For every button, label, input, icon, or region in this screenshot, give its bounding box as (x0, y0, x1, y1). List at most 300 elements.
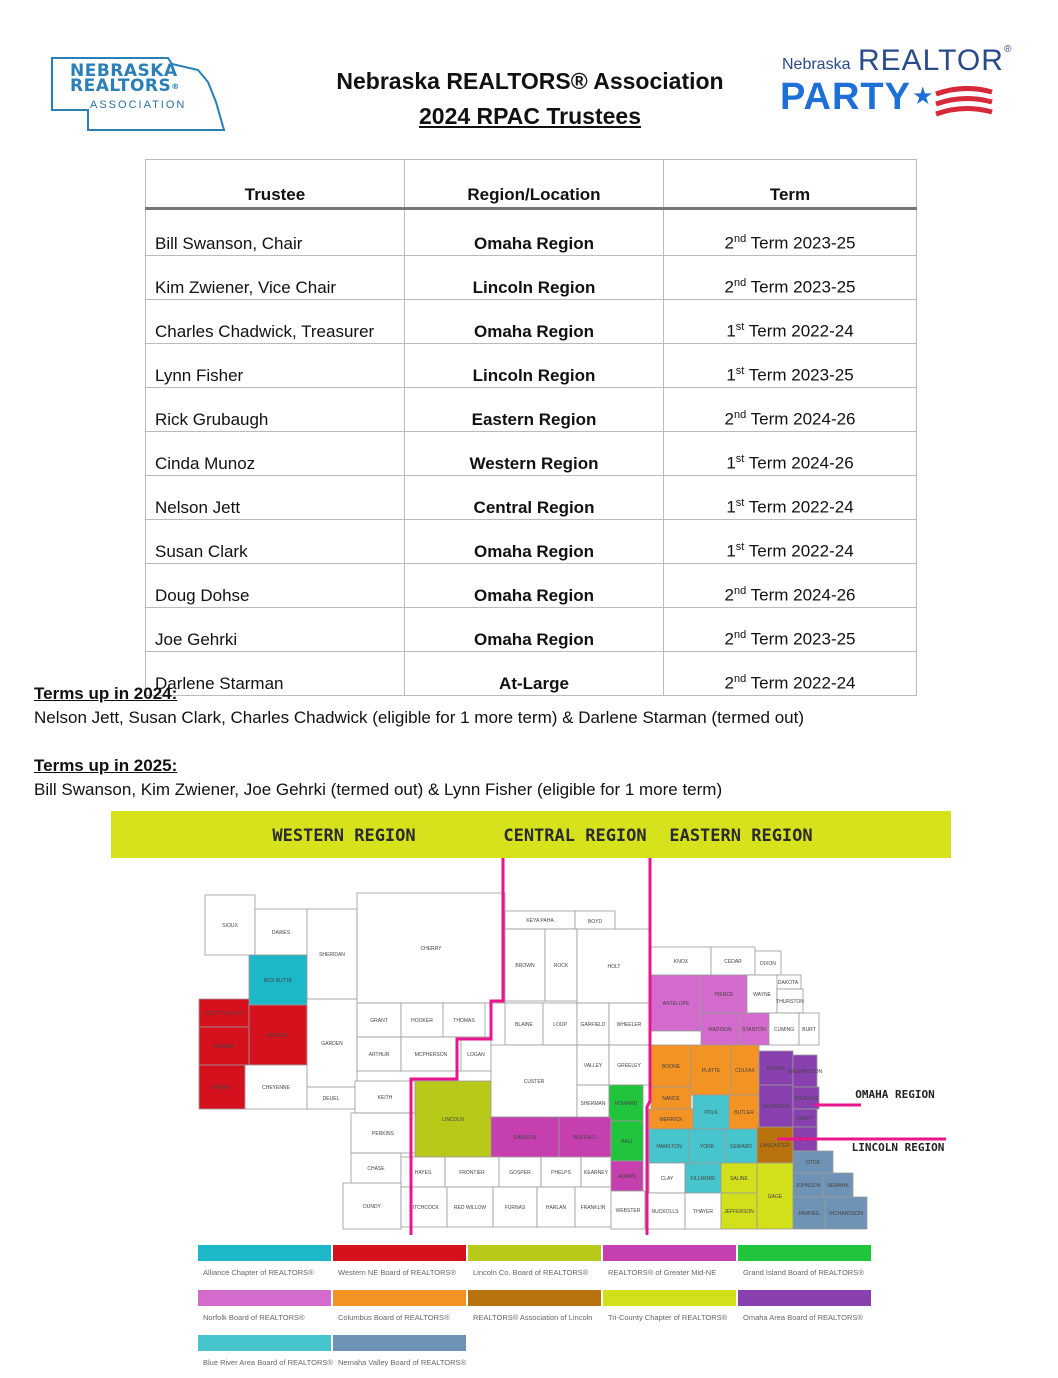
trustee-region: Western Region (405, 432, 664, 476)
county-label: ARTHUR (368, 1052, 390, 1058)
county-label: SHERIDAN (319, 952, 345, 958)
county-label: FRANKLIN (580, 1205, 606, 1211)
county-stanton (739, 1013, 769, 1045)
term-ordinal: 1 (726, 498, 736, 517)
county-label: CUSTER (523, 1079, 545, 1085)
flag-stripes-icon (934, 86, 994, 120)
trustee-region: At-Large (405, 652, 664, 696)
county-richardson (825, 1197, 867, 1229)
county-saunders (759, 1085, 793, 1127)
county-grant (357, 1003, 401, 1037)
county-frontier (445, 1157, 499, 1187)
star-icon: ★ (912, 83, 934, 110)
county-label: HITCHCOCK (409, 1205, 439, 1211)
trustee-term (664, 300, 917, 344)
county-label: GREELEY (617, 1063, 641, 1069)
county-blaine (505, 1003, 543, 1045)
region-label-eastern: EASTERN REGION (669, 826, 813, 846)
term-ordinal-suffix: st (735, 497, 745, 510)
party-logo-reg: ® (1003, 44, 1013, 55)
term-ordinal: 1 (726, 366, 736, 385)
party-logo-realtor-text: REALTOR (858, 44, 1004, 77)
county-seward (725, 1129, 757, 1163)
term-ordinal-suffix: nd (733, 673, 747, 686)
party-logo-party: PARTY (780, 76, 911, 118)
county-deuel (307, 1087, 355, 1109)
county-label: MCPHERSON (414, 1052, 448, 1058)
county-platte (691, 1045, 731, 1095)
region-label-central: CENTRAL REGION (503, 826, 647, 846)
legend-swatch (603, 1245, 736, 1261)
county-label: BOONE (661, 1064, 681, 1070)
county-label: GOSPER (509, 1170, 531, 1176)
terms-2025 (34, 756, 722, 800)
logo-line2: REALTORS (70, 76, 172, 96)
county-sheridan (307, 909, 357, 999)
county-johnson (793, 1173, 823, 1197)
legend-label: Alliance Chapter of REALTORS® (203, 1268, 314, 1277)
county-label: SIOUX (222, 923, 238, 929)
trustee-region: Central Region (405, 476, 664, 520)
terms-2024-heading: Terms up in 2024: (34, 684, 178, 703)
county-banner (199, 1027, 249, 1065)
legend-swatch (333, 1335, 466, 1351)
trustee-region: Omaha Region (405, 564, 664, 608)
county-garfield (577, 1003, 609, 1045)
county-merrick (649, 1109, 693, 1129)
county-butler (729, 1095, 759, 1129)
county-scotts-bluff (199, 999, 249, 1027)
county-label: HOOKER (411, 1018, 433, 1024)
term-ordinal: 1 (726, 322, 736, 341)
county-label: BROWN (515, 963, 535, 969)
county-label: FILLMORE (690, 1176, 716, 1182)
terms-2025-heading: Terms up in 2025: (34, 756, 178, 775)
term-ordinal-suffix: st (735, 453, 745, 466)
county-label: HOLT (607, 964, 621, 970)
county-label: PIERCE (714, 992, 734, 998)
trustees-table (145, 159, 917, 696)
county-otoe (793, 1151, 833, 1173)
county-label: LINCOLN (442, 1117, 464, 1123)
table-header-row (146, 160, 917, 209)
county-label: POLK (704, 1110, 718, 1116)
county-garden (307, 999, 357, 1087)
county-thayer (685, 1193, 721, 1229)
county-pierce (701, 975, 747, 1013)
logo-text (70, 61, 180, 96)
realtor-party-logo (778, 44, 1013, 124)
term-ordinal: 2 (724, 674, 734, 693)
county-gage (757, 1163, 793, 1229)
county-label: ADAMS (618, 1174, 636, 1180)
table-body (146, 209, 917, 696)
county-label: SALINE (730, 1176, 748, 1182)
legend-label: Columbus Board of REALTORS® (338, 1313, 450, 1322)
legend-label: Lincoln Co. Board of REALTORS® (473, 1268, 589, 1277)
legend-label: Norfolk Board of REALTORS® (203, 1313, 305, 1322)
county-label: BANNER (213, 1044, 235, 1050)
legend-swatch (333, 1290, 466, 1306)
legend-swatch (738, 1245, 871, 1261)
county-burt (799, 1013, 819, 1045)
trustee-name: Joe Gehrki (146, 608, 405, 652)
county-cedar (711, 947, 755, 975)
col-header-region: Region/Location (405, 160, 664, 209)
county-label: NANCE (662, 1096, 680, 1102)
trustee-name: Kim Zwiener, Vice Chair (146, 256, 405, 300)
county-label: CLAY (660, 1176, 674, 1182)
legend-label: REALTORS® Association of Lincoln (473, 1313, 593, 1322)
table-row (146, 564, 917, 608)
county-hall (611, 1121, 643, 1161)
county-label: MERRICK (659, 1117, 683, 1123)
terms-2025-text: Bill Swanson, Kim Zwiener, Joe Gehrki (termed out) & Lynn Fisher (eligible for 1 more term) (34, 780, 723, 799)
county-pawnee (793, 1197, 825, 1229)
county-dawson (491, 1117, 559, 1157)
legend-label: Nemaha Valley Board of REALTORS® (338, 1358, 467, 1367)
county-cuming (769, 1013, 799, 1045)
trustee-region: Omaha Region (405, 608, 664, 652)
county-label: DAKOTA (777, 980, 799, 986)
trustee-name: Doug Dohse (146, 564, 405, 608)
county-label: BOYD (587, 919, 603, 925)
county-gosper (499, 1157, 541, 1187)
county-label: LOGAN (467, 1052, 485, 1058)
trustee-name: Charles Chadwick, Treasurer (146, 300, 405, 344)
page-subtitle: 2024 RPAC Trustees (418, 103, 641, 129)
county-lancaster (757, 1127, 793, 1163)
trustee-region: Lincoln Region (405, 256, 664, 300)
county-arthur (357, 1037, 401, 1071)
county-label: SAUNDERS (762, 1104, 790, 1110)
county-label: WEBSTER (615, 1208, 641, 1214)
term-years: Term 2024-26 (744, 454, 854, 473)
county-harlan (537, 1187, 575, 1227)
county-label: DAWES (271, 930, 291, 936)
county-knox (651, 947, 711, 975)
county-label: JEFFERSON (724, 1209, 754, 1215)
county-mcpherson (401, 1037, 461, 1071)
trustee-name: Lynn Fisher (146, 344, 405, 388)
legend-swatch (738, 1290, 871, 1306)
county-label: BOX BUTTE (263, 978, 293, 984)
term-years: Term 2023-25 (746, 234, 856, 253)
county-label: WASHINGTON (787, 1069, 823, 1075)
legend-swatch (198, 1290, 331, 1306)
legend-label: REALTORS® of Greater Mid-NE (608, 1268, 717, 1277)
county-hamilton (649, 1129, 689, 1163)
county-washington (788, 1055, 823, 1087)
county-label: WAYNE (753, 992, 771, 998)
county-sherman (577, 1085, 609, 1121)
county-dundy (343, 1183, 401, 1229)
county-colfax (731, 1045, 759, 1095)
county-fillmore (685, 1163, 721, 1193)
trustee-name: Darlene Starman (146, 652, 405, 696)
county-label: KEARNEY (584, 1170, 608, 1176)
county-label: THAYER (693, 1209, 713, 1215)
term-ordinal: 2 (724, 410, 734, 429)
county-valley (577, 1045, 609, 1085)
trustee-term (664, 432, 917, 476)
county-label: BUFFALO (573, 1135, 597, 1141)
county-buffalo (559, 1117, 611, 1157)
table-row (146, 344, 917, 388)
county-label: DODGE (766, 1066, 786, 1072)
county-keith (355, 1081, 415, 1113)
county-label: NUCKOLLS (651, 1209, 679, 1215)
legend-swatch (468, 1245, 601, 1261)
page-title: Nebraska REALTORS® Association (336, 68, 724, 94)
legend-item (333, 1245, 466, 1277)
party-logo-realtor (858, 44, 1012, 78)
term-years: Term 2024-26 (746, 410, 856, 429)
county-label: FRONTIER (459, 1170, 485, 1176)
county-label: CHERRY (420, 946, 442, 952)
legend-item (603, 1290, 736, 1322)
county-label: PERKINS (372, 1131, 394, 1137)
county-dodge (759, 1051, 793, 1085)
county-franklin (575, 1187, 611, 1227)
county-keya-paha (505, 911, 575, 929)
term-ordinal-suffix: nd (733, 629, 747, 642)
county-label: YORK (699, 1144, 715, 1150)
logo-line1: NEBRASKA (70, 61, 178, 81)
county-label: KNOX (673, 959, 689, 965)
nebraska-county-map (111, 811, 951, 1371)
term-years: Term 2023-25 (744, 366, 854, 385)
county-sioux (205, 895, 255, 955)
legend-label: Western NE Board of REALTORS® (338, 1268, 457, 1277)
county-thomas (443, 1003, 485, 1037)
county-saline (721, 1163, 757, 1193)
table-row (146, 300, 917, 344)
term-ordinal: 1 (726, 542, 736, 561)
county-holt (577, 929, 651, 1003)
county-brown (505, 929, 545, 1001)
county-jefferson (721, 1193, 757, 1229)
trustee-region: Omaha Region (405, 300, 664, 344)
county-label: COLFAX (735, 1068, 755, 1074)
legend-item (738, 1290, 871, 1322)
term-ordinal: 2 (724, 278, 734, 297)
county-label: HALL (620, 1139, 634, 1145)
term-ordinal: 2 (724, 586, 734, 605)
county-label: DEUEL (322, 1096, 340, 1102)
county-boone (651, 1045, 691, 1087)
term-ordinal: 1 (726, 454, 736, 473)
term-years: Term 2022-24 (744, 322, 854, 341)
county-nemaha (823, 1173, 853, 1197)
county-label: CUMING (773, 1027, 795, 1033)
county-label: GARFIELD (580, 1022, 606, 1028)
col-header-term: Term (664, 160, 917, 209)
term-ordinal-suffix: st (735, 541, 745, 554)
legend-swatch (333, 1245, 466, 1261)
legend-item (468, 1245, 601, 1277)
legend-item (333, 1335, 467, 1367)
lincoln-region-label: LINCOLN REGION (851, 1141, 945, 1154)
trustee-term (664, 388, 917, 432)
legend-label: Blue River Area Board of REALTORS® (203, 1358, 333, 1367)
term-ordinal-suffix: nd (733, 409, 747, 422)
county-label: FURNAS (504, 1205, 526, 1211)
county-label: WHEELER (616, 1022, 642, 1028)
legend-item (198, 1245, 331, 1277)
legend-swatch (468, 1290, 601, 1306)
trustee-term (664, 608, 917, 652)
legend-swatch (603, 1290, 736, 1306)
legend-swatch (198, 1245, 331, 1261)
trustee-term (664, 520, 917, 564)
county-label: NEMAHA (827, 1183, 849, 1189)
county-cherry (357, 893, 505, 1003)
county-label: CHEYENNE (262, 1085, 290, 1091)
county-label: GARDEN (321, 1041, 343, 1047)
county-phelps (541, 1157, 581, 1187)
county-furnas (493, 1187, 537, 1227)
legend-item (198, 1335, 333, 1367)
county-label: CEDAR (724, 959, 742, 965)
county-loup (543, 1003, 577, 1045)
county-greeley (609, 1045, 649, 1085)
term-years: Term 2024-26 (746, 586, 856, 605)
county-logan (461, 1037, 491, 1071)
trustee-region: Omaha Region (405, 520, 664, 564)
trustee-region: Lincoln Region (405, 344, 664, 388)
term-ordinal-suffix: nd (733, 277, 747, 290)
county-dixon (755, 951, 781, 975)
table-row (146, 608, 917, 652)
county-label: STANTON (742, 1027, 766, 1033)
legend-item (603, 1245, 736, 1277)
county-label: SARPY (796, 1116, 814, 1122)
county-hooker (401, 1003, 443, 1037)
county-label: OTOE (805, 1160, 821, 1166)
terms-2024 (34, 684, 804, 728)
county-label: RICHARDSON (829, 1211, 863, 1217)
term-ordinal-suffix: nd (733, 585, 747, 598)
legend-label: Tri-County Chapter of REALTORS® (608, 1313, 728, 1322)
county-polk (693, 1095, 729, 1129)
county-york (689, 1129, 725, 1163)
county-label: DIXON (760, 961, 776, 967)
legend-label: Omaha Area Board of REALTORS® (743, 1313, 863, 1322)
terms-2024-text: Nelson Jett, Susan Clark, Charles Chadwick (eligible for 1 more term) & Darlene Starman (termed out) (34, 708, 805, 727)
county-label: ANTELOPE (662, 1001, 690, 1007)
table-row (146, 256, 917, 300)
county-lincoln (415, 1081, 491, 1157)
term-ordinal-suffix: st (735, 321, 745, 334)
omaha-region-label: OMAHA REGION (855, 1088, 935, 1101)
table-row (146, 209, 917, 256)
county-hitchcock (401, 1187, 447, 1227)
legend-item (333, 1290, 466, 1322)
trustee-region: Omaha Region (405, 209, 664, 256)
trustee-term (664, 564, 917, 608)
county-label: VALLEY (583, 1063, 603, 1069)
trustee-region: Eastern Region (405, 388, 664, 432)
county-cheyenne (245, 1065, 307, 1109)
county-label: THOMAS (453, 1018, 475, 1024)
county-sarpy (793, 1109, 817, 1127)
county-label: PLATTE (701, 1068, 721, 1074)
county-label: PHELPS (551, 1170, 571, 1176)
county-label: KEITH (377, 1095, 393, 1101)
county-label: THURSTON (776, 999, 804, 1005)
county-label: BUTLER (734, 1110, 754, 1116)
trustee-name: Nelson Jett (146, 476, 405, 520)
county-adams (611, 1161, 643, 1191)
county-dakota (775, 975, 801, 989)
county-label: CHASE (367, 1166, 385, 1172)
county-label: HARLAN (545, 1205, 567, 1211)
county-label: BLAINE (515, 1022, 533, 1028)
county-hayes (401, 1157, 445, 1187)
term-years: Term 2023-25 (746, 278, 856, 297)
county-howard (609, 1085, 643, 1121)
county-chase (351, 1153, 401, 1183)
legend-label: Grand Island Board of REALTORS® (743, 1268, 864, 1277)
term-years: Term 2023-25 (746, 630, 856, 649)
trustee-term (664, 344, 917, 388)
county-wheeler (609, 1003, 649, 1045)
county-label: GRANT (370, 1018, 388, 1024)
legend-item (468, 1290, 601, 1322)
county-wayne (747, 975, 777, 1013)
table-row (146, 388, 917, 432)
term-ordinal: 2 (724, 234, 734, 253)
term-years: Term 2022-24 (744, 498, 854, 517)
county-label: DAWSON (513, 1135, 537, 1141)
table-row (146, 476, 917, 520)
county-label: LOUP (553, 1022, 567, 1028)
nebraska-realtors-logo (48, 52, 228, 132)
county-label: MORRILL (266, 1033, 290, 1039)
county-madison (701, 1013, 739, 1045)
county-label: SCOTTS BLUFF (205, 1011, 243, 1017)
table-row (146, 432, 917, 476)
trustee-name: Cinda Munoz (146, 432, 405, 476)
county-label: MADISON (708, 1027, 732, 1033)
party-logo-nebraska: Nebraska (782, 56, 851, 73)
region-label-western: WESTERN REGION (272, 826, 416, 846)
county-label: HAYES (414, 1170, 432, 1176)
county-label: BURT (802, 1027, 816, 1033)
county-webster (611, 1191, 645, 1229)
county-label: ROCK (553, 963, 569, 969)
county-label: KIMBALL (211, 1085, 233, 1091)
county-label: KEYA PAHA (526, 918, 554, 924)
county-label: HAMILTON (656, 1144, 682, 1150)
county-perkins (351, 1113, 415, 1153)
title-block (300, 68, 760, 130)
trustee-term (664, 209, 917, 256)
table-row (146, 520, 917, 564)
term-ordinal-suffix: st (735, 365, 745, 378)
county-label: JOHNSON (795, 1183, 821, 1189)
county-dawes (255, 909, 307, 955)
county-box-butte (249, 955, 307, 1005)
trustee-term (664, 476, 917, 520)
trustee-name: Rick Grubaugh (146, 388, 405, 432)
county-custer (491, 1045, 577, 1117)
county-label: DUNDY (363, 1204, 381, 1210)
term-years: Term 2022-24 (746, 674, 856, 693)
county-kearney (581, 1157, 611, 1187)
trustee-name: Susan Clark (146, 520, 405, 564)
